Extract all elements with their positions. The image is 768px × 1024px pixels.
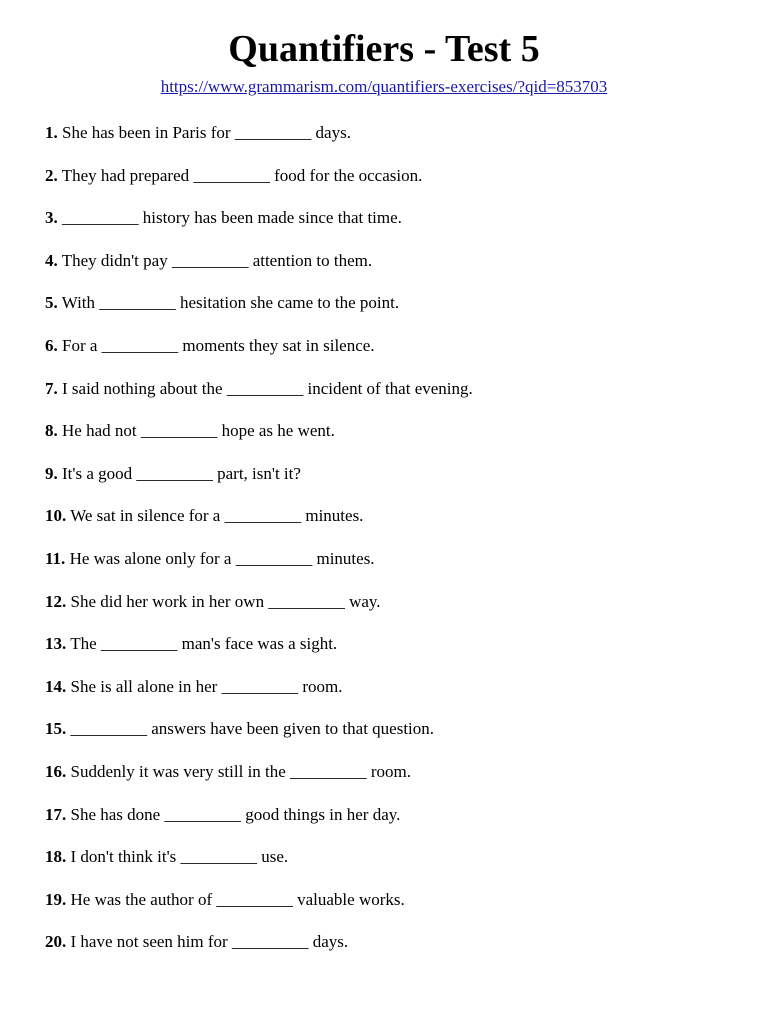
- question-item: [45, 931, 473, 974]
- question-text: Suddenly it was very still in the _________ room.: [70, 761, 411, 781]
- question-number: 10.: [45, 506, 67, 526]
- question-text: She has been in Paris for _________ days.: [62, 123, 351, 142]
- question-number: 16.: [45, 761, 67, 781]
- question-text: I said nothing about the _________ incident of that evening.: [62, 378, 473, 398]
- question-text: He was the author of _________ valuable works.: [70, 889, 405, 909]
- question-item: [45, 335, 473, 378]
- question-text: The _________ man's face was a sight.: [70, 634, 338, 654]
- question-text: She is all alone in her _________ room.: [70, 676, 343, 696]
- question-number: 18.: [45, 847, 67, 867]
- question-text: He was alone only for a _________ minutes.: [69, 548, 375, 568]
- question-item: [45, 505, 473, 548]
- question-item: [45, 846, 473, 889]
- question-number: 11.: [45, 548, 66, 568]
- question-number: 17.: [45, 804, 67, 824]
- question-number: 2.: [45, 165, 58, 185]
- question-item: [45, 165, 473, 208]
- question-item: [45, 463, 473, 506]
- question-item: [45, 548, 473, 591]
- source-link-line: [0, 76, 768, 98]
- question-number: 14.: [45, 676, 67, 696]
- question-text: She has done _________ good things in her day.: [70, 804, 401, 824]
- question-text: _________ answers have been given to that question.: [70, 719, 435, 739]
- source-url-link[interactable]: https://www.grammarism.com/quantifiers-exercises/?qid=853703: [160, 77, 608, 96]
- question-number: 19.: [45, 889, 67, 909]
- question-number: 7.: [45, 378, 58, 398]
- question-number: 12.: [45, 591, 67, 611]
- question-text: They didn't pay _________ attention to them.: [61, 250, 373, 270]
- question-number: 6.: [45, 335, 58, 355]
- question-item: [45, 761, 473, 804]
- question-number: 3.: [45, 208, 58, 228]
- question-number: 5.: [45, 293, 58, 313]
- question-number: 9.: [45, 463, 58, 483]
- question-item: [45, 207, 473, 250]
- question-text: It's a good _________ part, isn't it?: [62, 463, 301, 483]
- question-number: 4.: [45, 250, 58, 270]
- question-item: [45, 122, 473, 165]
- question-item: [45, 250, 473, 293]
- question-item: [45, 676, 473, 719]
- question-list: [45, 122, 473, 974]
- question-text: She did her work in her own _________ way.: [70, 591, 381, 611]
- question-number: 8.: [45, 421, 58, 441]
- question-text: With _________ hesitation she came to the point.: [61, 293, 400, 313]
- question-text: I don't think it's _________ use.: [70, 847, 289, 867]
- question-text: They had prepared _________ food for the occasion.: [61, 165, 423, 185]
- question-item: [45, 420, 473, 463]
- question-number: 1.: [45, 123, 58, 142]
- question-number: 20.: [45, 932, 67, 952]
- question-item: [45, 378, 473, 421]
- page-title: Quantifiers - Test 5: [228, 28, 540, 70]
- question-text: For a _________ moments they sat in silence.: [62, 335, 375, 355]
- question-text: He had not _________ hope as he went.: [62, 421, 335, 441]
- question-number: 15.: [45, 719, 67, 739]
- question-item: [45, 292, 473, 335]
- question-text: I have not seen him for _________ days.: [70, 932, 349, 952]
- question-item: [45, 633, 473, 676]
- question-item: [45, 591, 473, 634]
- question-item: [45, 804, 473, 847]
- question-item: [45, 718, 473, 761]
- question-number: 13.: [45, 634, 67, 654]
- question-text: _________ history has been made since that time.: [62, 208, 402, 228]
- question-text: We sat in silence for a _________ minutes.: [70, 506, 364, 526]
- question-item: [45, 889, 473, 932]
